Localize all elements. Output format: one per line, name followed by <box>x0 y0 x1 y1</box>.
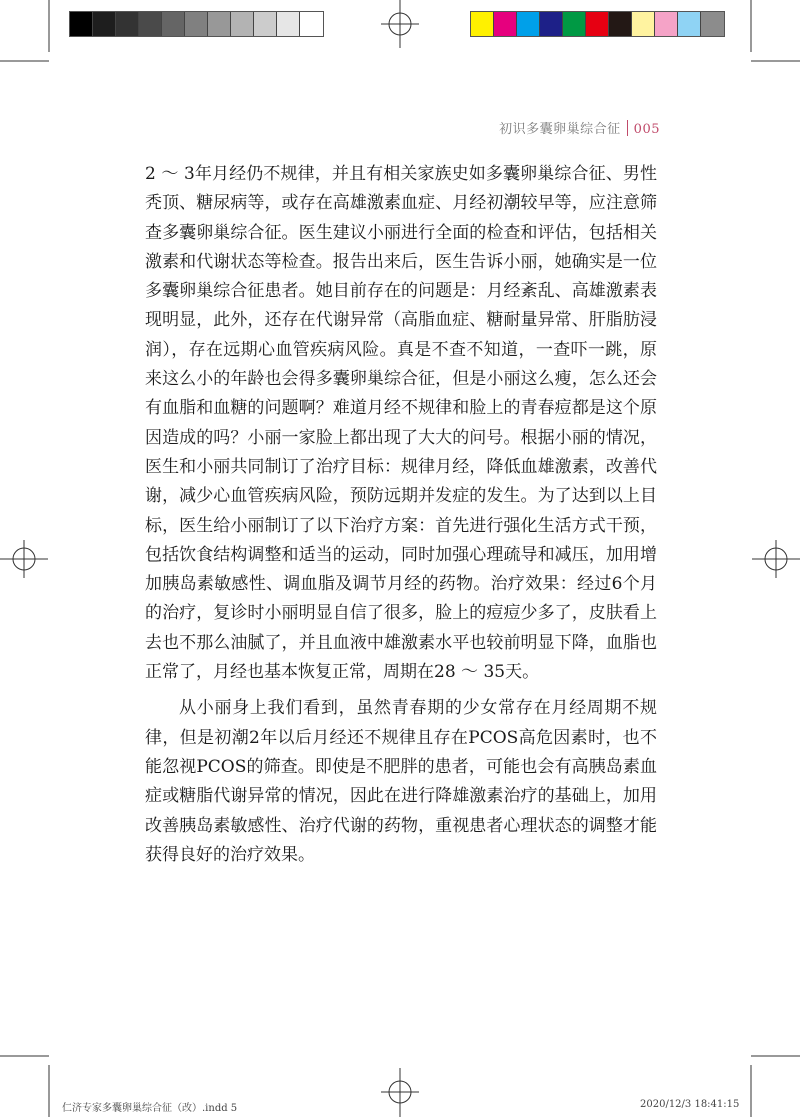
color-swatch <box>678 12 701 36</box>
registration-mark-left <box>0 540 48 578</box>
body-text <box>145 160 657 870</box>
color-swatch <box>162 12 185 36</box>
registration-mark-right <box>752 540 800 578</box>
color-swatch <box>586 12 609 36</box>
paragraph-2: 从小丽身上我们看到，虽然青春期的少女常存在月经周期不规律，但是初潮2年以后月经还不规律且存在PCOS高危因素时，也不能忽视PCOS的筛查。即使是不肥胖的患者，可能也会有高胰岛素血症或糖脂代谢异常的情况，因此在进行降雄激素治疗的基础上，加用改善胰岛素敏感性、治疗代谢的药物，重视患者心理状态的调整才能获得良好的治疗效果。 <box>145 698 657 865</box>
color-swatch <box>540 12 563 36</box>
color-swatch <box>254 12 277 36</box>
running-header <box>499 118 660 137</box>
color-swatch <box>609 12 632 36</box>
file-slug: 仁济专家多囊卵巢综合征（改）.indd 5 <box>62 1103 238 1114</box>
color-swatch <box>231 12 254 36</box>
print-timestamp: 2020/12/3 18:41:15 <box>640 1099 740 1110</box>
color-swatch <box>93 12 116 36</box>
registration-mark-top <box>381 0 419 48</box>
color-swatch <box>494 12 517 36</box>
grayscale-color-bar <box>69 11 324 37</box>
page-number: 005 <box>633 122 660 137</box>
color-swatch <box>185 12 208 36</box>
color-swatch <box>701 12 724 36</box>
color-swatch <box>517 12 540 36</box>
color-swatch <box>208 12 231 36</box>
color-swatch <box>563 12 586 36</box>
process-color-bar <box>470 11 725 37</box>
paragraph-1: 2 ～ 3年月经仍不规律，并且有相关家族史如多囊卵巢综合征、男性秃顶、糖尿病等，或存在高雄激素血症、月经初潮较早等，应注意筛查多囊卵巢综合征。医生建议小丽进行全面的检查和评估，包括相关激素和代谢状态等检查。报告出来后，医生告诉小丽，她确实是一位多囊卵巢综合征患者。她目前存在的问题是：月经紊乱、高雄激素表现明显，此外，还存在代谢异常（高脂血症、糖耐量异常、肝脂肪浸润），存在远期心血管疾病风险。真是不查不知道，一查吓一跳，原来这么小的年龄也会得多囊卵巢综合征，但是小丽这么瘦，怎么还会有血脂和血糖的问题啊？难道月经不规律和脸上的青春痘都是这个原因造成的吗？小丽一家脸上都出现了大大的问号。根据小丽的情况，医生和小丽共同制订了治疗目标：规律月经，降低血雄激素，改善代谢，减少心血管疾病风险，预防远期并发症的发生。为了达到以上目标，医生给小丽制订了以下治疗方案：首先进行强化生活方式干预，包括饮食结构调整和适当的运动，同时加强心理疏导和减压，加用增加胰岛素敏感性、调血脂及调节月经的药物。治疗效果：经过6个月的治疗，复诊时小丽明显自信了很多，脸上的痘痘少多了，皮肤看上去也不那么油腻了，并且血液中雄激素水平也较前明显下降，血脂也正常了，月经也基本恢复正常，周期在28 ～ 35天。 <box>145 164 657 683</box>
registration-mark-bottom <box>381 1068 419 1117</box>
running-header-title: 初识多囊卵巢综合征 <box>499 122 621 137</box>
header-divider <box>627 120 628 136</box>
color-swatch <box>471 12 494 36</box>
color-swatch <box>300 12 323 36</box>
color-swatch <box>70 12 93 36</box>
color-swatch <box>632 12 655 36</box>
color-swatch <box>139 12 162 36</box>
color-swatch <box>277 12 300 36</box>
color-swatch <box>116 12 139 36</box>
color-swatch <box>655 12 678 36</box>
